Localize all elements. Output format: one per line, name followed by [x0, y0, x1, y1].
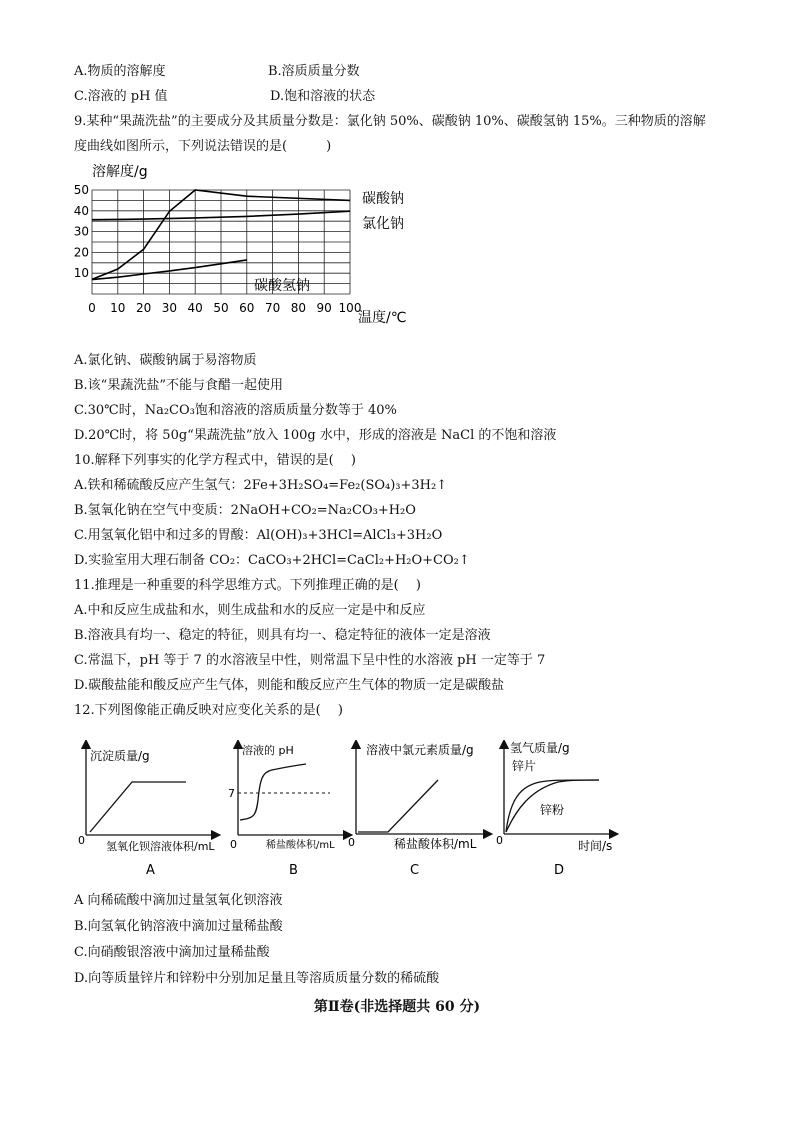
q9-option-c: C.30℃时，Na₂CO₃饱和溶液的溶质质量分数等于 40% [74, 403, 397, 418]
q12-stem: 12.下列图像能正确反映对应变化关系的是( ) [74, 703, 343, 718]
graph-c-y-label: 溶液中氯元素质量/g [366, 743, 474, 757]
graph-c-x-label: 稀盐酸体积/mL [394, 837, 477, 851]
x-tick-100: 100 [338, 301, 362, 315]
y-tick-20: 20 [73, 245, 89, 260]
graph-d-origin: 0 [496, 834, 503, 847]
q11-stem: 11.推理是一种重要的科学思维方式。下列推理正确的是( ) [74, 578, 421, 593]
series-label-sodium-bicarbonate: 碳酸氢钠 [254, 278, 310, 294]
x-tick-20: 20 [135, 301, 152, 315]
x-tick-70: 70 [264, 301, 281, 315]
q12-option-d: D.向等质量锌片和锌粉中分别加足量且等溶质质量分数的稀硫酸 [74, 971, 440, 986]
x-tick-90: 90 [316, 301, 332, 315]
graph-a-x-label: 氢氧化钡溶液体积/mL [106, 840, 215, 853]
graph-c-letter: C [410, 863, 420, 878]
q9-stem-line1: 9.某种“果蔬洗盐”的主要成分及其质量分数是：氯化钠 50%、碳酸钠 10%、碳酸氢钠 15%。三种物质的溶解 [74, 114, 706, 129]
solubility-ticks [74, 183, 362, 315]
q12-option-c: C.向硝酸银溶液中滴加过量稀盐酸 [74, 945, 270, 960]
graph-d [494, 740, 624, 880]
x-tick-60: 60 [239, 301, 255, 315]
q10-option-d: D.实验室用大理石制备 CO₂：CaCO₃+2HCl=CaCl₂+H₂O+CO₂↑ [74, 553, 470, 568]
q10-stem: 10.解释下列事实的化学方程式中，错误的是( ) [74, 453, 356, 468]
section-title: 第Ⅱ卷(非选择题共 60 分) [313, 999, 481, 1015]
graph-d-x-label: 时间/s [578, 839, 613, 853]
graph-a-curve [90, 782, 186, 832]
graph-a-y-label: 沉淀质量/g [90, 749, 150, 763]
q9-option-b: B.该“果蔬洗盐”不能与食醋一起使用 [74, 378, 283, 393]
graph-b-letter: B [289, 863, 298, 878]
q8-option-b: B.溶质质量分数 [268, 64, 360, 79]
y-tick-30: 30 [73, 224, 89, 239]
graph-b-mark-7: 7 [228, 787, 235, 800]
graph-b [228, 740, 358, 880]
graph-b-origin: 0 [230, 838, 237, 851]
graph-a [74, 740, 224, 880]
q10-option-b: B.氢氧化钠在空气中变质：2NaOH+CO₂=Na₂CO₃+H₂O [74, 503, 416, 518]
graph-d-y-label: 氢气质量/g [510, 741, 570, 755]
graph-c [348, 740, 498, 880]
y-tick-50: 50 [73, 183, 89, 197]
x-tick-50: 50 [213, 301, 229, 315]
graph-a-letter: A [146, 863, 155, 878]
q11-option-c: C.常温下，pH 等于 7 的水溶液呈中性，则常温下呈中性的水溶液 pH 一定等于 7 [74, 653, 546, 668]
graph-d-curve1-label: 锌片 [512, 759, 537, 773]
solubility-grid [92, 190, 350, 294]
x-tick-40: 40 [187, 301, 203, 315]
x-tick-80: 80 [290, 301, 307, 315]
q9-option-d: D.20℃时，将 50g“果蔬洗盐”放入 100g 水中，形成的溶液是 NaCl 的不饱和溶液 [74, 428, 557, 443]
graph-b-curve [240, 764, 306, 820]
solubility-y-axis-label: 溶解度/g [92, 164, 148, 180]
graph-c-curve [358, 780, 438, 832]
solubility-chart [70, 158, 410, 343]
graph-b-y-label: 溶液的 pH [242, 744, 294, 757]
y-tick-40: 40 [73, 203, 89, 218]
graph-d-letter: D [554, 863, 565, 878]
q8-option-c: C.溶液的 pH 值 [74, 89, 168, 104]
q8-option-d: D.饱和溶液的状态 [270, 89, 376, 104]
solubility-x-axis-label: 温度/℃ [358, 310, 407, 326]
q11-option-d: D.碳酸盐能和酸反应产生气体，则能和酸反应产生气体的物质一定是碳酸盐 [74, 678, 505, 693]
q9-stem-line2: 度曲线如图所示，下列说法错误的是( ) [74, 139, 332, 154]
q10-option-c: C.用氢氧化铝中和过多的胃酸：Al(OH)₃+3HCl=AlCl₃+3H₂O [74, 528, 443, 543]
series-label-sodium-chloride: 氯化钠 [362, 216, 404, 232]
graph-d-curve2-label: 锌粉 [540, 803, 565, 817]
q8-option-a: A.物质的溶解度 [74, 64, 166, 79]
y-tick-10: 10 [73, 266, 89, 281]
x-tick-0: 0 [88, 301, 96, 315]
q11-option-a: A.中和反应生成盐和水，则生成盐和水的反应一定是中和反应 [74, 603, 426, 618]
q12-option-a: A 向稀硫酸中滴加过量氢氧化钡溶液 [74, 893, 283, 908]
q12-option-b: B.向氢氧化钠溶液中滴加过量稀盐酸 [74, 919, 283, 934]
x-tick-30: 30 [161, 301, 178, 315]
series-label-sodium-carbonate: 碳酸钠 [362, 191, 404, 207]
x-tick-10: 10 [110, 301, 126, 315]
q9-option-a: A.氯化钠、碳酸钠属于易溶物质 [74, 353, 257, 368]
graph-b-x-label: 稀盐酸体积/mL [266, 840, 335, 851]
graph-a-origin: 0 [78, 834, 85, 847]
graph-c-origin: 0 [348, 836, 355, 849]
q10-option-a: A.铁和稀硫酸反应产生氢气：2Fe+3H₂SO₄=Fe₂(SO₄)₃+3H₂↑ [74, 478, 448, 493]
q11-option-b: B.溶液具有均一、稳定的特征，则具有均一、稳定特征的液体一定是溶液 [74, 628, 491, 643]
